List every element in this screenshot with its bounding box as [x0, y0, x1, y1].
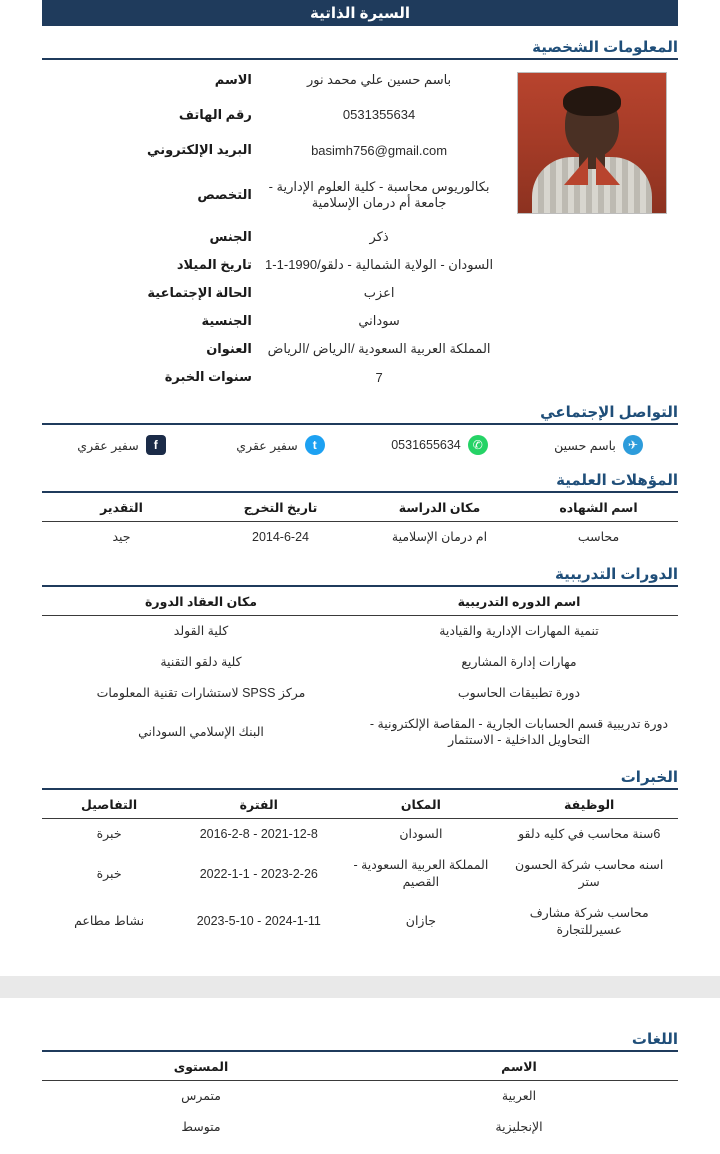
personal-value-phone: 0531355634: [342, 107, 416, 123]
qualifications-table: [42, 495, 678, 553]
personal-value-address: المملكة العربية السعودية /الرياض /الرياض: [267, 341, 491, 356]
experience-cell-job: محاسب شركة مشارف عسيرللتجارة: [529, 905, 649, 937]
courses-col-place: مكان العقاد الدورة: [42, 589, 360, 616]
table-header-row: [42, 792, 678, 819]
personal-value-experience-years: 7: [375, 369, 383, 385]
table-row: [42, 62, 678, 97]
social-item-telegram[interactable]: [519, 435, 678, 455]
social-item-twitter[interactable]: [201, 435, 360, 455]
courses-cell-name: دورة تطبيقات الحاسوب: [457, 685, 581, 700]
experience-col-details: التفاصيل: [42, 792, 176, 819]
social-label-twitter: سفير عقري: [236, 438, 298, 453]
experience-col-job: الوظيفة: [500, 792, 678, 819]
languages-cell-level: متوسط: [181, 1119, 221, 1134]
table-header-row: [42, 1054, 678, 1081]
section-heading-social: التواصل الإجتماعي: [540, 404, 678, 421]
courses-table: [42, 589, 678, 756]
personal-value-marital: اعزب: [363, 285, 395, 300]
section-rule-personal: [42, 58, 678, 60]
courses-cell-place: البنك الإسلامي السوداني: [138, 724, 264, 739]
experience-cell-period: 2023-2-26 - 2022-1-1: [199, 866, 318, 881]
languages-col-name: الاسم: [360, 1054, 678, 1081]
document-title-bar: [42, 0, 678, 26]
facebook-icon: f: [146, 435, 166, 455]
qualifications-cell-date: 2014-6-24: [252, 530, 309, 544]
experience-cell-period: 2024-1-11 - 2023-5-10: [196, 914, 321, 929]
experience-cell-details: نشاط مطاعم: [74, 914, 145, 929]
personal-label-major: التخصص: [197, 187, 252, 203]
table-row: [42, 251, 678, 279]
personal-label-nationality: الجنسية: [201, 313, 252, 328]
table-row: [42, 850, 678, 898]
personal-value-birth: السودان - الولاية الشمالية - دلقو/1990-1-1: [265, 257, 494, 272]
experience-col-period: الفترة: [176, 792, 341, 819]
table-row: [42, 819, 678, 850]
experience-col-place: المكان: [341, 792, 500, 819]
experience-cell-job: اسنه محاسب شركة الحسون ستر: [515, 858, 664, 889]
section-rule-qualifications: [42, 491, 678, 493]
table-row: [42, 709, 678, 757]
courses-col-name: اسم الدوره التدريبية: [360, 589, 678, 616]
courses-cell-place: مركز SPSS لاستشارات تقنية المعلومات: [96, 685, 306, 700]
document-content: [0, 32, 720, 958]
personal-value-gender: ذكر: [369, 229, 389, 244]
courses-cell-name: مهارات إدارة المشاريع: [461, 654, 577, 669]
experience-cell-details: خبرة: [96, 827, 122, 842]
personal-label-name: الاسم: [214, 71, 252, 87]
table-row: [42, 1112, 678, 1143]
experience-cell-period: 2021-12-8 - 2016-2-8: [199, 827, 318, 842]
qualifications-col-grade: التقدير: [42, 495, 201, 522]
telegram-icon: ✈: [623, 435, 643, 455]
table-row: [42, 223, 678, 251]
table-row: [42, 522, 678, 553]
personal-label-birth: تاريخ الميلاد: [176, 257, 252, 272]
table-row: [42, 279, 678, 307]
languages-cell-name: الإنجليزية: [495, 1119, 543, 1134]
table-row: [42, 615, 678, 646]
personal-value-email: basimh756@gmail.com: [311, 142, 448, 158]
avatar: [517, 72, 667, 214]
social-label-telegram: باسم حسين: [554, 438, 616, 453]
table-row: [42, 1080, 678, 1111]
table-row: [42, 678, 678, 709]
section-heading-personal: المعلومات الشخصية: [532, 39, 678, 56]
social-links-row: [42, 427, 678, 465]
social-item-whatsapp[interactable]: [360, 435, 519, 455]
experience-cell-place: السودان: [399, 827, 443, 842]
section-rule-experience: [42, 788, 678, 790]
section-heading-courses: الدورات التدريبية: [555, 565, 678, 583]
personal-label-phone: رقم الهاتف: [178, 106, 252, 122]
languages-col-level: المستوى: [42, 1054, 360, 1081]
table-row: [42, 335, 678, 363]
table-row: [42, 647, 678, 678]
section-heading-qualifications: المؤهلات العلمية: [556, 472, 678, 489]
page-separator: [0, 976, 720, 998]
whatsapp-icon: ✆: [468, 435, 488, 455]
section-rule-languages: [42, 1050, 678, 1052]
courses-cell-place: كلية القولد: [173, 623, 229, 638]
photo-cell: [506, 62, 678, 223]
personal-label-address: العنوان: [206, 341, 252, 356]
qualifications-col-place: مكان الدراسة: [360, 495, 519, 522]
social-label-facebook: سفير عقري: [77, 438, 139, 453]
section-heading-experience: الخبرات: [620, 769, 678, 787]
qualifications-cell-grade: جيد: [112, 530, 131, 544]
social-item-facebook[interactable]: [42, 435, 201, 455]
languages-cell-level: متمرس: [181, 1088, 221, 1103]
personal-value-nationality: سوداني: [358, 313, 400, 328]
experience-cell-details: خبرة: [96, 866, 122, 881]
experience-cell-place: المملكة العربية السعودية - القصيم: [353, 858, 489, 889]
table-row: [42, 898, 678, 946]
table-row: [42, 363, 678, 391]
twitter-icon: t: [305, 435, 325, 455]
experience-table: [42, 792, 678, 945]
personal-label-gender: الجنس: [209, 229, 252, 244]
section-heading-languages: اللغات: [631, 1030, 678, 1048]
personal-info-table: [42, 62, 678, 391]
cv-page-2: [0, 998, 720, 1153]
qualifications-cell-place: ام درمان الإسلامية: [391, 530, 488, 544]
personal-label-marital: الحالة الإجتماعية: [147, 285, 252, 300]
languages-cell-name: العربية: [501, 1088, 537, 1103]
qualifications-col-date: تاريخ التخرج: [201, 495, 360, 522]
languages-table: [42, 1054, 678, 1143]
table-row: [42, 307, 678, 335]
personal-label-experience-years: سنوات الخبرة: [164, 369, 252, 384]
experience-cell-job: 6سنة محاسب في كليه دلقو: [518, 827, 661, 842]
section-rule-social: [42, 423, 678, 425]
personal-value-major: بكالوريوس محاسبة - كلية العلوم الإدارية - جامعة أم درمان الإسلامية: [268, 179, 490, 211]
table-header-row: [42, 495, 678, 522]
personal-label-email: البريد الإلكتروني: [147, 142, 252, 158]
personal-value-name: باسم حسين علي محمد نور: [306, 71, 452, 87]
courses-cell-name: دورة تدريبية قسم الحسابات الجارية - المقاصة الإلكترونية - التحاويل الداخلية - الاستثمار: [369, 716, 669, 748]
courses-cell-name: تنمية المهارات الإدارية والقيادية: [439, 623, 599, 638]
table-header-row: [42, 589, 678, 616]
courses-cell-place: كلية دلقو التقنية: [160, 654, 242, 669]
section-rule-courses: [42, 585, 678, 587]
qualifications-cell-certificate: محاسب: [577, 530, 620, 544]
experience-cell-place: جازان: [405, 914, 436, 929]
qualifications-col-certificate: اسم الشهاده: [519, 495, 678, 522]
page-title: السيرة الذاتية: [310, 5, 410, 22]
social-label-whatsapp: 0531655634: [391, 438, 461, 452]
